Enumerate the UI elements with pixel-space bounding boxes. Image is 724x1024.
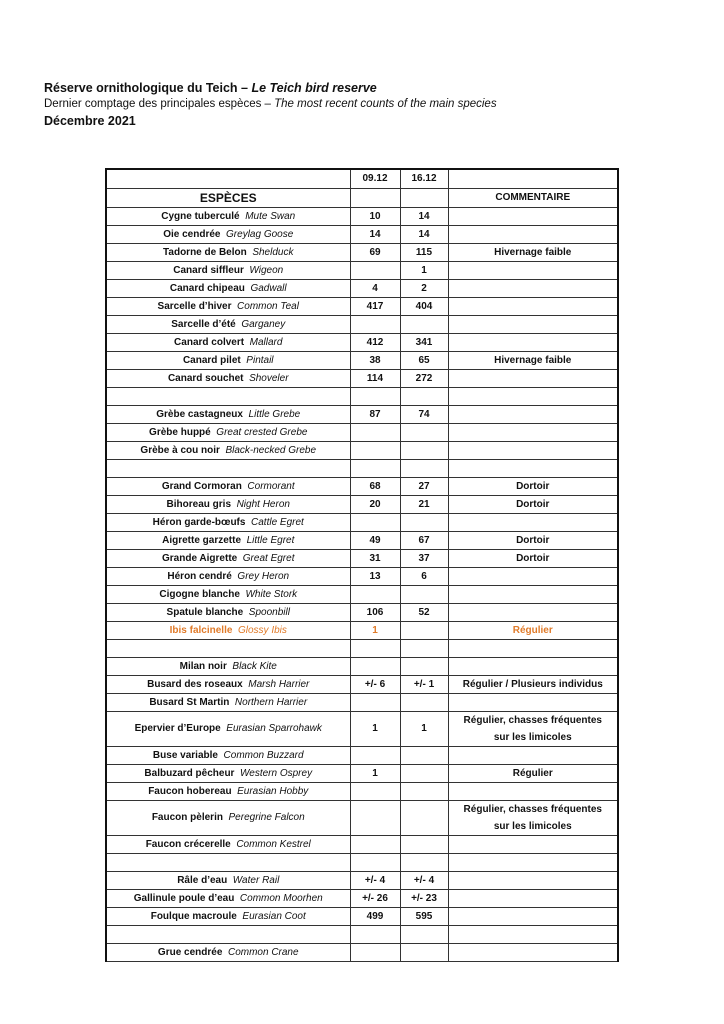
species-name-english: Peregrine Falcon xyxy=(228,812,305,823)
table-row xyxy=(106,513,618,531)
species-name-cell xyxy=(106,441,350,459)
table-row xyxy=(106,441,618,459)
count-16-12-cell: 14 xyxy=(400,207,448,225)
count-16-12-cell: 74 xyxy=(400,405,448,423)
species-name-english: Garganey xyxy=(241,318,286,330)
species-name-french: Canard souchet xyxy=(167,372,244,384)
comment-cell: Hivernage faible xyxy=(448,351,618,369)
count-09-12-cell: 87 xyxy=(350,405,400,423)
spacer-row xyxy=(106,853,618,871)
count-16-12-cell: 21 xyxy=(400,495,448,513)
comment-line-2: sur les limicoles xyxy=(493,731,572,743)
comment-cell xyxy=(448,405,618,423)
count-09-12-cell: 499 xyxy=(350,907,400,925)
table-row xyxy=(106,351,618,369)
count-16-12-cell xyxy=(400,441,448,459)
spacer-row xyxy=(106,639,618,657)
count-09-12-cell: +/- 6 xyxy=(350,675,400,693)
species-name-cell xyxy=(106,513,350,531)
count-16-12-cell: +/- 23 xyxy=(400,889,448,907)
count-09-12-cell xyxy=(350,800,400,835)
count-09-12-cell xyxy=(350,746,400,764)
species-name-cell xyxy=(106,459,350,477)
species-name-french: Gallinule poule d’eau xyxy=(133,892,235,904)
species-name-french: Aigrette garzette xyxy=(162,534,242,546)
species-name-french: Ibis falcinelle xyxy=(169,624,233,636)
species-name-french: Canard chipeau xyxy=(169,282,245,294)
species-name-cell xyxy=(106,943,350,961)
empty-cell xyxy=(400,188,448,207)
count-09-12-cell: 20 xyxy=(350,495,400,513)
comment-cell xyxy=(448,315,618,333)
table-row xyxy=(106,549,618,567)
species-name-cell xyxy=(106,297,350,315)
species-name-french: Busard St Martin xyxy=(149,696,230,708)
comment-line-2: sur les limicoles xyxy=(493,820,572,832)
date-header-16-12: 16.12 xyxy=(400,169,448,188)
species-name-french: Grèbe à cou noir xyxy=(140,444,220,456)
count-09-12-cell: 13 xyxy=(350,567,400,585)
comment-cell: Régulier xyxy=(448,621,618,639)
count-16-12-cell: +/- 4 xyxy=(400,871,448,889)
species-name-french: Héron cendré xyxy=(167,570,232,582)
empty-cell xyxy=(350,188,400,207)
species-name-cell xyxy=(106,225,350,243)
count-09-12-cell xyxy=(350,315,400,333)
table-row xyxy=(106,800,618,835)
species-name-cell xyxy=(106,675,350,693)
count-16-12-cell xyxy=(400,800,448,835)
table-row xyxy=(106,243,618,261)
species-name-cell xyxy=(106,315,350,333)
table-row xyxy=(106,279,618,297)
count-09-12-cell: +/- 4 xyxy=(350,871,400,889)
comment-cell xyxy=(448,225,618,243)
species-name-cell xyxy=(106,531,350,549)
comment-cell xyxy=(448,853,618,871)
species-name-cell xyxy=(106,782,350,800)
species-column-title: ESPÈCES xyxy=(106,188,350,207)
table-row xyxy=(106,531,618,549)
species-name-english: Great crested Grebe xyxy=(216,426,308,438)
comment-cell xyxy=(448,693,618,711)
species-name-cell xyxy=(106,405,350,423)
species-name-cell xyxy=(106,333,350,351)
comment-cell xyxy=(448,782,618,800)
table-row xyxy=(106,657,618,675)
species-name-english: Common Crane xyxy=(227,946,299,958)
species-name-cell xyxy=(106,585,350,603)
subtitle-separator: – xyxy=(261,98,275,110)
count-16-12-cell xyxy=(400,621,448,639)
species-name-english: Common Buzzard xyxy=(223,749,304,761)
table-row xyxy=(106,297,618,315)
species-name-english: Black-necked Grebe xyxy=(225,444,317,456)
count-09-12-cell: 1 xyxy=(350,621,400,639)
species-name-cell xyxy=(106,639,350,657)
count-16-12-cell xyxy=(400,853,448,871)
species-name-cell xyxy=(106,746,350,764)
species-name-english: Shelduck xyxy=(252,246,294,258)
species-name-french: Cigogne blanche xyxy=(159,588,240,600)
species-name-cell xyxy=(106,261,350,279)
comment-cell: Dortoir xyxy=(448,477,618,495)
count-09-12-cell: 10 xyxy=(350,207,400,225)
comment-cell xyxy=(448,369,618,387)
species-name-french: Tadorne de Belon xyxy=(163,246,247,258)
species-name-english: Grey Heron xyxy=(237,570,290,582)
comment-cell xyxy=(448,800,618,835)
species-name-cell xyxy=(106,279,350,297)
comment-cell xyxy=(448,441,618,459)
species-table-body xyxy=(106,169,618,961)
table-row xyxy=(106,943,618,961)
comment-cell xyxy=(448,603,618,621)
count-09-12-cell: +/- 26 xyxy=(350,889,400,907)
table-row xyxy=(106,423,618,441)
species-name-french: Spatule blanche xyxy=(166,606,244,618)
count-09-12-cell: 114 xyxy=(350,369,400,387)
count-09-12-cell xyxy=(350,943,400,961)
table-title-row xyxy=(106,188,618,207)
species-name-english: Common Kestrel xyxy=(236,838,311,850)
count-09-12-cell: 1 xyxy=(350,764,400,782)
species-name-french: Grand Cormoran xyxy=(161,480,242,492)
species-name-cell xyxy=(106,907,350,925)
species-name-english: Marsh Harrier xyxy=(248,678,310,690)
count-16-12-cell: +/- 1 xyxy=(400,675,448,693)
species-name-english: Greylag Goose xyxy=(226,228,294,240)
count-16-12-cell xyxy=(400,746,448,764)
comment-cell: Dortoir xyxy=(448,549,618,567)
comment-cell xyxy=(448,423,618,441)
count-09-12-cell xyxy=(350,261,400,279)
species-name-french: Canard siffleur xyxy=(173,264,244,276)
count-09-12-cell xyxy=(350,835,400,853)
species-name-english: Mute Swan xyxy=(245,210,296,222)
document-period: Décembre 2021 xyxy=(44,114,136,128)
count-09-12-cell xyxy=(350,853,400,871)
count-09-12-cell: 4 xyxy=(350,279,400,297)
species-name-english: Night Heron xyxy=(236,498,290,510)
species-name-english: Shoveler xyxy=(249,372,289,384)
count-16-12-cell: 27 xyxy=(400,477,448,495)
species-name-cell xyxy=(106,495,350,513)
table-row xyxy=(106,871,618,889)
count-09-12-cell: 14 xyxy=(350,225,400,243)
table-row xyxy=(106,889,618,907)
species-name-french: Busard des roseaux xyxy=(147,678,243,690)
species-name-english: Black Kite xyxy=(232,660,277,672)
species-name-french: Sarcelle d’été xyxy=(171,318,236,330)
species-name-french: Balbuzard pêcheur xyxy=(144,767,235,779)
count-16-12-cell: 1 xyxy=(400,711,448,746)
table-row xyxy=(106,333,618,351)
comment-cell xyxy=(448,333,618,351)
species-name-english: Cattle Egret xyxy=(251,516,304,528)
species-name-english: Pintail xyxy=(246,354,274,366)
comment-cell xyxy=(448,871,618,889)
species-name-french: Bihoreau gris xyxy=(166,498,232,510)
comment-cell xyxy=(448,513,618,531)
count-09-12-cell xyxy=(350,585,400,603)
count-09-12-cell xyxy=(350,639,400,657)
table-row xyxy=(106,603,618,621)
count-09-12-cell xyxy=(350,459,400,477)
species-name-cell xyxy=(106,567,350,585)
species-name-cell xyxy=(106,369,350,387)
date-header-09-12: 09.12 xyxy=(350,169,400,188)
count-16-12-cell: 65 xyxy=(400,351,448,369)
count-16-12-cell xyxy=(400,925,448,943)
document-header xyxy=(44,80,684,129)
species-name-french: Héron garde-bœufs xyxy=(152,516,246,528)
table-row xyxy=(106,693,618,711)
table-row xyxy=(106,835,618,853)
count-09-12-cell: 68 xyxy=(350,477,400,495)
count-16-12-cell: 2 xyxy=(400,279,448,297)
table-row xyxy=(106,782,618,800)
table-row xyxy=(106,585,618,603)
count-16-12-cell xyxy=(400,693,448,711)
count-16-12-cell: 37 xyxy=(400,549,448,567)
count-09-12-cell: 38 xyxy=(350,351,400,369)
count-09-12-cell xyxy=(350,423,400,441)
count-16-12-cell: 67 xyxy=(400,531,448,549)
comment-cell xyxy=(448,459,618,477)
count-09-12-cell: 412 xyxy=(350,333,400,351)
species-name-english: Cormorant xyxy=(247,480,295,492)
species-name-english: Little Egret xyxy=(246,534,295,546)
table-row xyxy=(106,675,618,693)
comment-cell xyxy=(448,585,618,603)
comment-cell xyxy=(448,279,618,297)
count-09-12-cell: 31 xyxy=(350,549,400,567)
species-name-cell xyxy=(106,853,350,871)
comment-line-1: Régulier, chasses fréquentes xyxy=(463,803,602,815)
count-16-12-cell xyxy=(400,585,448,603)
comment-cell: Dortoir xyxy=(448,495,618,513)
species-name-french: Râle d’eau xyxy=(177,874,228,886)
species-name-french: Canard colvert xyxy=(174,336,245,348)
species-name-english: Wigeon xyxy=(249,264,284,276)
comment-cell xyxy=(448,943,618,961)
comment-cell xyxy=(448,925,618,943)
species-name-english: Common Teal xyxy=(237,300,299,312)
species-name-cell xyxy=(106,243,350,261)
comment-cell: Régulier / Plusieurs individus xyxy=(448,675,618,693)
document-subtitle xyxy=(44,96,684,113)
species-name-french: Cygne tuberculé xyxy=(161,210,240,222)
count-16-12-cell: 595 xyxy=(400,907,448,925)
table-row xyxy=(106,477,618,495)
count-16-12-cell: 52 xyxy=(400,603,448,621)
count-09-12-cell: 49 xyxy=(350,531,400,549)
count-09-12-cell xyxy=(350,782,400,800)
count-09-12-cell: 417 xyxy=(350,297,400,315)
table-row xyxy=(106,746,618,764)
comment-cell: Hivernage faible xyxy=(448,243,618,261)
table-row xyxy=(106,907,618,925)
title-english: Le Teich bird reserve xyxy=(251,81,377,95)
species-name-cell xyxy=(106,889,350,907)
count-09-12-cell xyxy=(350,387,400,405)
count-16-12-cell xyxy=(400,835,448,853)
species-name-english: Little Grebe xyxy=(248,408,301,420)
comment-cell xyxy=(448,387,618,405)
species-name-french: Buse variable xyxy=(152,749,218,761)
table-row xyxy=(106,711,618,746)
table-row xyxy=(106,495,618,513)
comment-cell xyxy=(448,746,618,764)
species-name-french: Faucon crécerelle xyxy=(145,838,231,850)
species-name-english: Gadwall xyxy=(250,282,287,294)
species-name-english: Spoonbill xyxy=(248,606,290,618)
table-row xyxy=(106,567,618,585)
species-name-cell xyxy=(106,549,350,567)
species-name-english: Eurasian Coot xyxy=(242,910,306,922)
species-name-cell xyxy=(106,925,350,943)
count-16-12-cell xyxy=(400,387,448,405)
comment-column-title: COMMENTAIRE xyxy=(448,188,618,207)
title-separator: – xyxy=(237,81,252,95)
document-title xyxy=(44,80,684,96)
species-name-english: Water Rail xyxy=(232,874,280,886)
comment-cell xyxy=(448,567,618,585)
spacer-row xyxy=(106,387,618,405)
species-name-cell xyxy=(106,207,350,225)
table-row xyxy=(106,207,618,225)
species-name-cell xyxy=(106,657,350,675)
species-name-french: Grue cendrée xyxy=(157,946,223,958)
count-09-12-cell: 1 xyxy=(350,711,400,746)
species-name-english: Eurasian Sparrohawk xyxy=(226,723,322,734)
species-name-cell xyxy=(106,711,350,746)
count-16-12-cell xyxy=(400,657,448,675)
species-name-french: Grande Aigrette xyxy=(162,552,238,564)
subtitle-english: The most recent counts of the main species xyxy=(274,98,497,110)
species-name-cell xyxy=(106,800,350,835)
count-09-12-cell: 69 xyxy=(350,243,400,261)
count-09-12-cell xyxy=(350,693,400,711)
count-16-12-cell: 341 xyxy=(400,333,448,351)
count-09-12-cell xyxy=(350,513,400,531)
count-16-12-cell xyxy=(400,513,448,531)
species-name-english: Northern Harrier xyxy=(234,696,308,708)
comment-cell xyxy=(448,297,618,315)
species-name-cell xyxy=(106,871,350,889)
species-name-english: Glossy Ibis xyxy=(237,624,287,636)
count-16-12-cell: 6 xyxy=(400,567,448,585)
table-row xyxy=(106,764,618,782)
table-row xyxy=(106,315,618,333)
species-name-english: Eurasian Hobby xyxy=(237,785,309,797)
species-name-french: Sarcelle d’hiver xyxy=(157,300,232,312)
count-09-12-cell: 106 xyxy=(350,603,400,621)
table-header-row xyxy=(106,169,618,188)
table-row xyxy=(106,369,618,387)
species-name-french: Epervier d’Europe xyxy=(134,723,221,734)
species-name-french: Faucon hobereau xyxy=(148,785,232,797)
table-row xyxy=(106,405,618,423)
species-name-english: Great Egret xyxy=(242,552,295,564)
comment-cell xyxy=(448,639,618,657)
count-16-12-cell: 272 xyxy=(400,369,448,387)
count-09-12-cell xyxy=(350,657,400,675)
species-name-english: Western Osprey xyxy=(240,767,313,779)
species-name-cell xyxy=(106,693,350,711)
comment-cell xyxy=(448,711,618,746)
species-name-french: Oie cendrée xyxy=(163,228,221,240)
species-name-cell xyxy=(106,621,350,639)
count-16-12-cell: 14 xyxy=(400,225,448,243)
species-name-french: Foulque macroule xyxy=(150,910,237,922)
species-name-cell xyxy=(106,423,350,441)
species-name-cell xyxy=(106,835,350,853)
table-row xyxy=(106,225,618,243)
species-name-cell xyxy=(106,764,350,782)
count-16-12-cell: 1 xyxy=(400,261,448,279)
count-16-12-cell xyxy=(400,764,448,782)
count-16-12-cell xyxy=(400,459,448,477)
table-row xyxy=(106,621,618,639)
species-name-english: Mallard xyxy=(249,336,283,348)
count-16-12-cell xyxy=(400,315,448,333)
table-row xyxy=(106,261,618,279)
species-name-cell xyxy=(106,477,350,495)
comment-header-cell xyxy=(448,169,618,188)
comment-cell xyxy=(448,889,618,907)
count-09-12-cell xyxy=(350,925,400,943)
count-16-12-cell: 115 xyxy=(400,243,448,261)
spacer-row xyxy=(106,925,618,943)
comment-line-1: Régulier, chasses fréquentes xyxy=(463,714,602,726)
count-16-12-cell xyxy=(400,782,448,800)
spacer-row xyxy=(106,459,618,477)
species-name-cell xyxy=(106,351,350,369)
species-name-french: Faucon pèlerin xyxy=(151,812,223,823)
comment-cell xyxy=(448,657,618,675)
subtitle-french: Dernier comptage des principales espèces xyxy=(44,98,262,110)
species-name-french: Grèbe huppé xyxy=(149,426,211,438)
count-16-12-cell xyxy=(400,639,448,657)
species-name-french: Canard pilet xyxy=(182,354,241,366)
species-name-cell xyxy=(106,603,350,621)
count-16-12-cell: 404 xyxy=(400,297,448,315)
comment-cell: Régulier xyxy=(448,764,618,782)
species-name-french: Milan noir xyxy=(179,660,227,672)
comment-cell xyxy=(448,907,618,925)
species-header-cell xyxy=(106,169,350,188)
count-16-12-cell xyxy=(400,943,448,961)
comment-cell xyxy=(448,261,618,279)
species-name-cell xyxy=(106,387,350,405)
species-count-table xyxy=(105,168,619,962)
title-french: Réserve ornithologique du Teich xyxy=(44,81,238,95)
comment-cell xyxy=(448,835,618,853)
species-name-english: Common Moorhen xyxy=(239,892,323,904)
species-name-french: Grèbe castagneux xyxy=(156,408,243,420)
comment-cell xyxy=(448,207,618,225)
species-name-english: White Stork xyxy=(245,588,298,600)
count-09-12-cell xyxy=(350,441,400,459)
count-16-12-cell xyxy=(400,423,448,441)
comment-cell: Dortoir xyxy=(448,531,618,549)
